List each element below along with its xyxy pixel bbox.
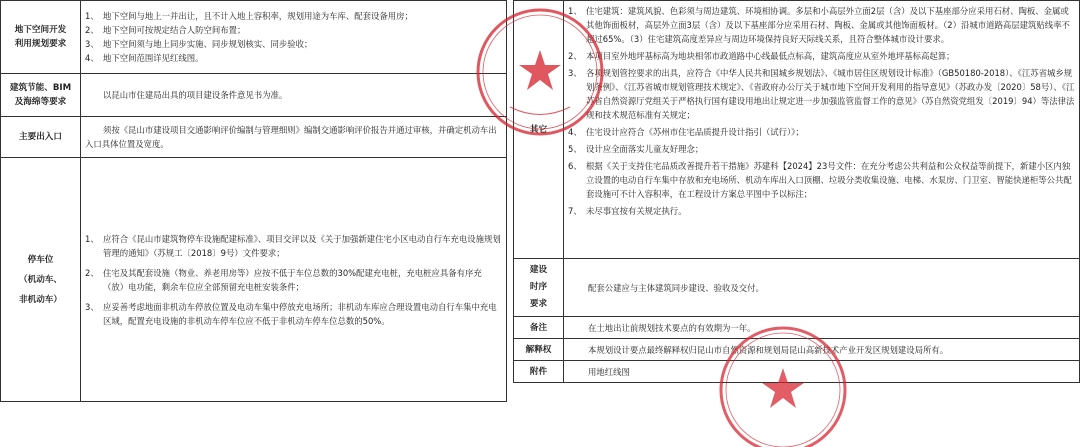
list-item — [85, 300, 502, 328]
label-text: 地下空间开发 利用规划要求 — [14, 25, 67, 49]
item-text: 地下空间可按规定结合人防空间布置； — [103, 25, 246, 35]
item-number: 2、 — [85, 25, 99, 35]
row-content-interpretation — [564, 339, 1080, 361]
item-text: 各项规划管控要求的出具，应符合《中华人民共和国城乡规划法》、《城市居住区规划设计标准》（GB50180-2018）、《江苏省城乡规划条例》、《江苏省城市规划管理技术规定》、《省政府办公厅关于城市地下空间开发利用的指导意见》（苏政办发〔2020〕58号）、《江苏省自然资源厅党组关于严格执行国有建设用地出让规定进一步加强监管监督工作的意见》（苏自然资党组发〔2019〕94）等法律法规和技术规范标准有关规定； — [586, 68, 1075, 120]
table-row — [514, 339, 1080, 361]
row-content-attachment — [564, 361, 1080, 383]
item-number: 4、 — [85, 53, 99, 63]
row-text: 以昆山市住建局出具的项目建设条件意见书为准。 — [103, 90, 288, 100]
label-text: 建筑节能、BIM 及海绵等要求 — [9, 83, 72, 107]
item-text: 住宅设计应符合《苏州市住宅品质提升设计指引（试行）》； — [586, 127, 804, 137]
row-text: 本规划设计要点最终解释权归昆山市自然资源和规划局昆山高新技术产业开发区规划建设局所有。 — [588, 344, 949, 355]
row-content-entrance — [81, 117, 507, 158]
list-item — [568, 159, 1075, 201]
row-label-interpretation — [514, 339, 564, 361]
item-text: 未尽事宜按有关规定执行。 — [586, 206, 687, 216]
label-text: 解释权 — [525, 344, 552, 355]
item-number: 2、 — [568, 51, 582, 61]
row-text: 配套公建应与主体建筑同步建设、验收及交付。 — [588, 282, 764, 293]
label-text: 备注 — [529, 322, 548, 333]
row-content-other — [564, 1, 1080, 259]
table-row — [514, 361, 1080, 383]
table-row — [1, 158, 507, 402]
item-text: 地下空间范围详见红线图。 — [103, 53, 204, 63]
item-number: 7、 — [568, 206, 582, 216]
table-row — [514, 317, 1080, 339]
row-content-schedule — [564, 259, 1080, 317]
item-number: 4、 — [568, 127, 582, 137]
item-text: 根据《关于支持住宅品质改善提升若干措施》苏建科【2024】23号文件：在充分考虑公共利益和公众权益等前提下，新建小区内独立设置的电动自行车集中存放和充电场所、机动车库出入口顶棚、垃圾分类收集设施、电梯、水泵房、门卫室、智能快递柜等公共配套设施可不计入容积率，在工程设计方案总平图中予以标注； — [586, 161, 1072, 199]
label-text: 建设 时序 要求 — [529, 265, 548, 309]
right-table — [513, 0, 1080, 383]
item-number: 1、 — [85, 11, 99, 21]
row-label-attachment — [514, 361, 564, 383]
row-label-entrance — [1, 117, 81, 158]
table-row — [1, 74, 507, 117]
item-text: 设计应全面落实儿童友好理念； — [586, 144, 704, 154]
row-label-remark — [514, 317, 564, 339]
left-page — [0, 0, 507, 402]
item-text: 住宅建筑：建筑风貌、色彩须与周边建筑、环境相协调。多层和小高层外立面2层（含）及以下基座部分应采用石材、陶板、金属或其他饰面板材，高层外立面3层（含）及以下基座部分应采用石材、陶板、金属或其他饰面板材。（2）沿城市道路高层建筑贴线率不超过65%。（3）住宅建筑高度差异应与周边环境保持良好天际线关系，且符合整体城市设计要求。 — [586, 6, 1070, 44]
item-number: 1、 — [568, 6, 582, 16]
item-number: 3、 — [85, 301, 99, 312]
table-row — [514, 259, 1080, 317]
item-text: 住宅及其配套设施（物业、养老用房等）应按不低于车位总数的30%配建充电桩，充电桩应具备有序充（放）电功能，剩余车位应全部预留充电桩安装条件； — [103, 267, 482, 292]
left-table — [0, 0, 507, 402]
list-item — [568, 142, 1075, 156]
label-text: 停车位 （机动车、 非机动车） — [19, 254, 62, 305]
row-text: 须按《昆山市建设项目交通影响评价编制与管理细则》编制交通影响评价报告并通过审核，并确定机动车出入口具体位置及宽度。 — [85, 125, 497, 149]
item-number: 3、 — [568, 68, 582, 78]
row-content-energy — [81, 74, 507, 117]
row-label-other — [514, 1, 564, 259]
table-row — [1, 1, 507, 74]
row-label-parking — [1, 158, 81, 402]
table-row — [514, 1, 1080, 259]
label-text: 主要出入口 — [19, 132, 62, 142]
label-text: 附件 — [529, 366, 548, 377]
row-content-parking — [81, 158, 507, 402]
list-item — [85, 9, 502, 23]
table-row — [1, 117, 507, 158]
row-label-schedule — [514, 259, 564, 317]
item-text: 本项目室外地坪基标高为地块相邻市政道路中心线最低点标高，建筑高度应从室外地坪基标高起算； — [586, 51, 955, 61]
label-text: 其它 — [529, 124, 548, 135]
item-text: 应妥善考虑地面非机动车停放位置及电动车集中停放充电场所；非机动车库应合理设置电动自行车集中充电区域，配置充电设施的非机动车停车位应不低于非机动车停车位总数的50%。 — [103, 301, 497, 326]
list-item — [568, 204, 1075, 218]
item-number: 1、 — [85, 233, 99, 244]
list-item — [85, 51, 502, 65]
item-text: 地下空间须与地上同步实施、同步规划核实、同步验收； — [103, 39, 313, 49]
list-item — [85, 266, 502, 294]
row-text: 用地红线图 — [588, 366, 630, 377]
list-item — [568, 125, 1075, 139]
row-content-underground — [81, 1, 507, 74]
list-item — [85, 23, 502, 37]
list-item — [568, 66, 1075, 122]
list-item — [568, 49, 1075, 63]
item-number: 5、 — [568, 144, 582, 154]
item-text: 应符合《昆山市建筑物停车设施配建标准》、项目交评以及《关于加强新建住宅小区电动自行车充电设施规划管理的通知》（苏规工〔2018〕9号）文件要求； — [103, 233, 501, 258]
item-number: 2、 — [85, 267, 99, 278]
right-page — [513, 0, 1080, 383]
row-text: 在土地出让前规划技术要点的有效期为一年。 — [588, 322, 756, 333]
list-item — [568, 4, 1075, 46]
list-item — [85, 37, 502, 51]
row-label-underground — [1, 1, 81, 74]
item-number: 3、 — [85, 39, 99, 49]
list-item — [85, 232, 502, 260]
item-number: 6、 — [568, 161, 582, 171]
item-text: 地下空间与地上一并出让，且不计入地上容积率，规划用途为车库、配套设备用房； — [103, 11, 413, 21]
row-label-energy — [1, 74, 81, 117]
row-content-remark — [564, 317, 1080, 339]
